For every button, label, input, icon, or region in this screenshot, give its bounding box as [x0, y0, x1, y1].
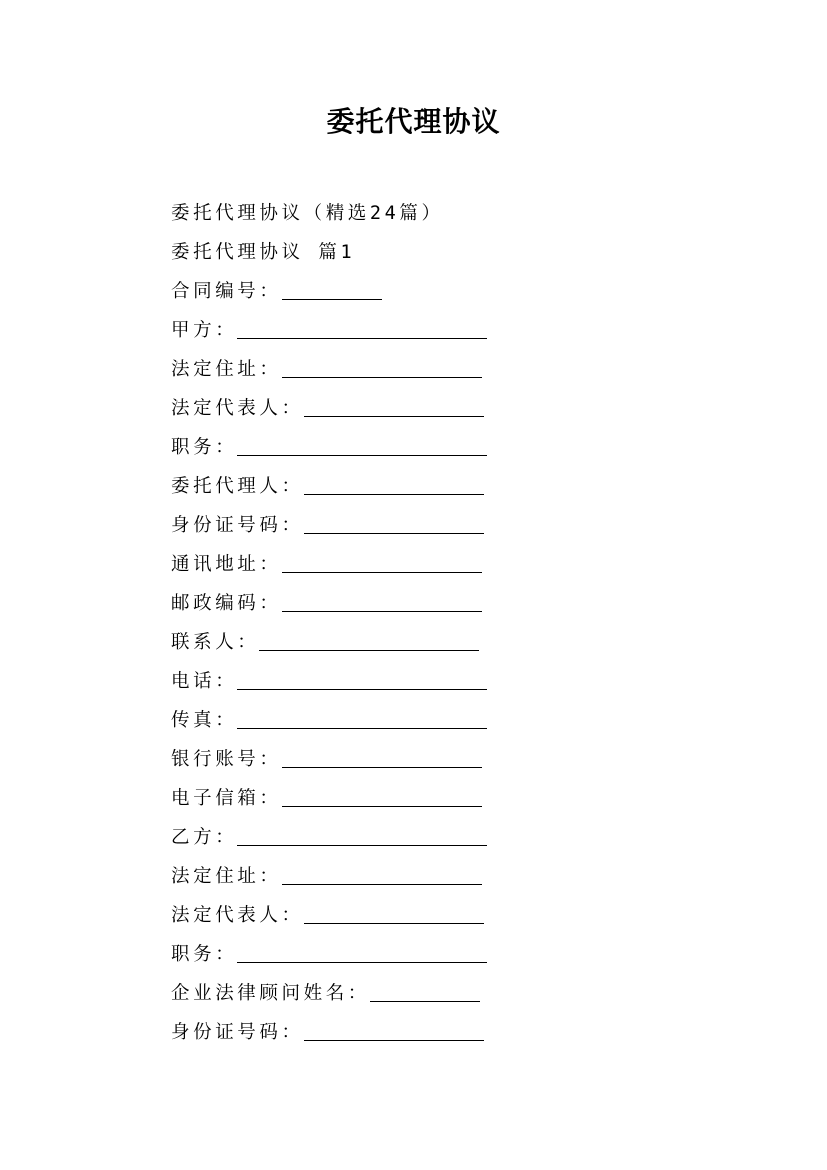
form-field-row — [171, 660, 651, 699]
form-field-blank[interactable] — [282, 786, 482, 807]
form-field-blank[interactable] — [259, 630, 479, 651]
form-field-blank[interactable] — [237, 942, 487, 963]
form-field-label: 传真： — [171, 709, 238, 731]
form-field-label: 甲方： — [171, 319, 238, 341]
form-field-row — [171, 816, 651, 855]
form-field-blank[interactable] — [282, 864, 482, 885]
form-field-list — [171, 270, 651, 1050]
form-field-blank[interactable] — [282, 279, 382, 300]
form-field-blank[interactable] — [282, 552, 482, 573]
form-field-row — [171, 738, 651, 777]
form-field-row — [171, 972, 651, 1011]
form-field-label: 职务： — [171, 436, 238, 458]
form-field-row — [171, 621, 651, 660]
form-field-row — [171, 426, 651, 465]
form-field-label: 身份证号码： — [171, 1021, 304, 1043]
form-field-blank[interactable] — [237, 825, 487, 846]
form-field-row — [171, 465, 651, 504]
form-field-row — [171, 270, 651, 309]
section-heading: 委托代理协议 篇1 — [171, 241, 356, 263]
form-field-label: 企业法律顾问姓名： — [171, 982, 370, 1004]
form-field-blank[interactable] — [304, 1020, 484, 1041]
form-field-row — [171, 777, 651, 816]
form-field-blank[interactable] — [304, 513, 484, 534]
form-field-row — [171, 543, 651, 582]
form-field-label: 合同编号： — [171, 280, 282, 302]
form-field-row — [171, 894, 651, 933]
form-field-label: 通讯地址： — [171, 553, 282, 575]
form-field-row — [171, 348, 651, 387]
form-field-row — [171, 504, 651, 543]
form-field-row — [171, 387, 651, 426]
form-field-label: 乙方： — [171, 826, 238, 848]
form-field-label: 职务： — [171, 943, 238, 965]
document-title: 委托代理协议 — [326, 105, 501, 138]
form-field-blank[interactable] — [237, 318, 487, 339]
form-field-blank[interactable] — [282, 747, 482, 768]
form-field-label: 法定住址： — [171, 865, 282, 887]
form-field-row — [171, 699, 651, 738]
form-field-label: 委托代理人： — [171, 475, 304, 497]
form-field-label: 银行账号： — [171, 748, 282, 770]
form-field-blank[interactable] — [237, 669, 487, 690]
form-field-label: 电话： — [171, 670, 238, 692]
form-field-blank[interactable] — [304, 396, 484, 417]
form-field-label: 法定代表人： — [171, 904, 304, 926]
form-field-blank[interactable] — [282, 357, 482, 378]
form-field-blank[interactable] — [304, 903, 484, 924]
form-field-label: 法定代表人： — [171, 397, 304, 419]
form-field-row — [171, 933, 651, 972]
form-field-row — [171, 855, 651, 894]
form-field-label: 邮政编码： — [171, 592, 282, 614]
form-field-label: 法定住址： — [171, 358, 282, 380]
form-field-blank[interactable] — [237, 435, 487, 456]
form-field-row — [171, 1011, 651, 1050]
document-body — [171, 192, 651, 1050]
form-field-row — [171, 309, 651, 348]
form-field-label: 联系人： — [171, 631, 260, 653]
form-field-row — [171, 582, 651, 621]
document-subtitle: 委托代理协议（精选24篇） — [171, 202, 444, 224]
form-field-blank[interactable] — [237, 708, 487, 729]
form-field-label: 身份证号码： — [171, 514, 304, 536]
form-field-label: 电子信箱： — [171, 787, 282, 809]
form-field-blank[interactable] — [304, 474, 484, 495]
form-field-blank[interactable] — [370, 981, 480, 1002]
form-field-blank[interactable] — [282, 591, 482, 612]
